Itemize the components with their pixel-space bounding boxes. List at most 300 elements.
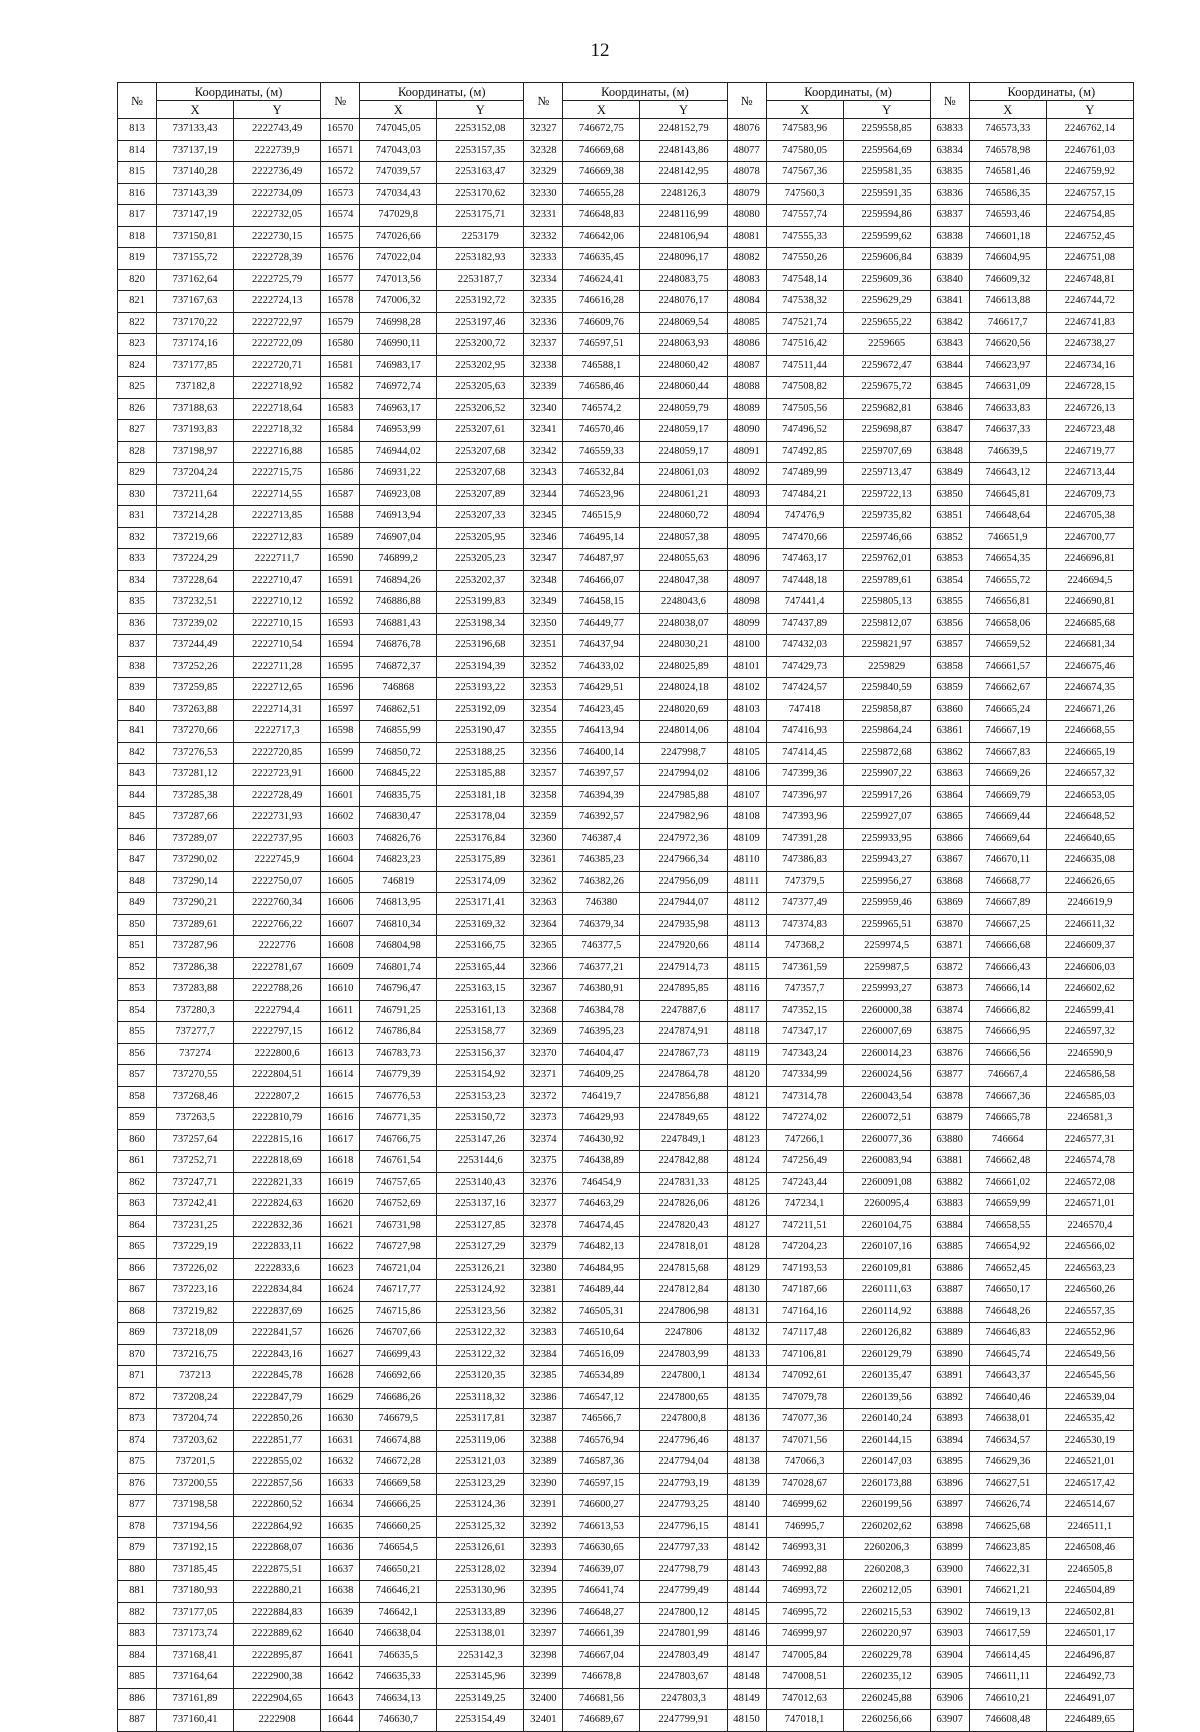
header-coords: Координаты, (м) bbox=[360, 83, 524, 101]
coord-y-cell: 2260212,05 bbox=[843, 1581, 930, 1603]
coord-x-cell: 746648,83 bbox=[563, 205, 640, 227]
coord-y-cell: 2222712,65 bbox=[234, 678, 321, 700]
point-number-cell: 63900 bbox=[930, 1559, 969, 1581]
coord-y-cell: 2222843,16 bbox=[234, 1344, 321, 1366]
coord-x-cell: 746629,36 bbox=[969, 1452, 1046, 1474]
coord-y-cell: 2259858,87 bbox=[843, 699, 930, 721]
coord-x-cell: 737162,64 bbox=[157, 269, 234, 291]
coord-x-cell: 746588,1 bbox=[563, 355, 640, 377]
coord-x-cell: 746648,26 bbox=[969, 1301, 1046, 1323]
point-number-cell: 887 bbox=[118, 1710, 157, 1732]
coord-x-cell: 737223,16 bbox=[157, 1280, 234, 1302]
point-number-cell: 16633 bbox=[321, 1473, 360, 1495]
table-row bbox=[118, 1043, 1134, 1065]
point-number-cell: 48097 bbox=[727, 570, 766, 592]
point-number-cell: 48099 bbox=[727, 613, 766, 635]
coord-y-cell: 2246502,81 bbox=[1046, 1602, 1133, 1624]
coord-y-cell: 2246700,77 bbox=[1046, 527, 1133, 549]
coord-x-cell: 746727,98 bbox=[360, 1237, 437, 1259]
point-number-cell: 885 bbox=[118, 1667, 157, 1689]
coord-y-cell: 2247867,73 bbox=[640, 1043, 727, 1065]
coord-x-cell: 746625,68 bbox=[969, 1516, 1046, 1538]
table-row bbox=[118, 140, 1134, 162]
coord-x-cell: 746662,67 bbox=[969, 678, 1046, 700]
coord-x-cell: 746995,72 bbox=[766, 1602, 843, 1624]
table-row bbox=[118, 1301, 1134, 1323]
point-number-cell: 822 bbox=[118, 312, 157, 334]
coord-y-cell: 2246668,55 bbox=[1046, 721, 1133, 743]
point-number-cell: 48098 bbox=[727, 592, 766, 614]
coord-x-cell: 747043,03 bbox=[360, 140, 437, 162]
coord-x-cell: 747505,56 bbox=[766, 398, 843, 420]
coord-x-cell: 746669,38 bbox=[563, 162, 640, 184]
coord-y-cell: 2246713,44 bbox=[1046, 463, 1133, 485]
point-number-cell: 16599 bbox=[321, 742, 360, 764]
point-number-cell: 63886 bbox=[930, 1258, 969, 1280]
coord-y-cell: 2222731,93 bbox=[234, 807, 321, 829]
point-number-cell: 48093 bbox=[727, 484, 766, 506]
table-row bbox=[118, 1602, 1134, 1624]
point-number-cell: 32351 bbox=[524, 635, 563, 657]
table-row bbox=[118, 1624, 1134, 1646]
coord-y-cell: 2247794,04 bbox=[640, 1452, 727, 1474]
coord-x-cell: 747418 bbox=[766, 699, 843, 721]
point-number-cell: 63895 bbox=[930, 1452, 969, 1474]
coord-y-cell: 2222734,09 bbox=[234, 183, 321, 205]
coord-y-cell: 2253207,89 bbox=[437, 484, 524, 506]
coord-x-cell: 746999,97 bbox=[766, 1624, 843, 1646]
point-number-cell: 32348 bbox=[524, 570, 563, 592]
point-number-cell: 63890 bbox=[930, 1344, 969, 1366]
table-row bbox=[118, 1645, 1134, 1667]
coord-y-cell: 2222815,16 bbox=[234, 1129, 321, 1151]
coord-y-cell: 2248014,06 bbox=[640, 721, 727, 743]
table-row bbox=[118, 1581, 1134, 1603]
point-number-cell: 63847 bbox=[930, 420, 969, 442]
point-number-cell: 16628 bbox=[321, 1366, 360, 1388]
point-number-cell: 48124 bbox=[727, 1151, 766, 1173]
coord-x-cell: 737290,02 bbox=[157, 850, 234, 872]
coord-y-cell: 2248061,03 bbox=[640, 463, 727, 485]
point-number-cell: 32346 bbox=[524, 527, 563, 549]
point-number-cell: 16614 bbox=[321, 1065, 360, 1087]
coord-x-cell: 746667,04 bbox=[563, 1645, 640, 1667]
coord-y-cell: 2259682,81 bbox=[843, 398, 930, 420]
header-coords: Координаты, (м) bbox=[766, 83, 930, 101]
coord-x-cell: 746574,2 bbox=[563, 398, 640, 420]
coord-y-cell: 2260140,24 bbox=[843, 1409, 930, 1431]
coord-x-cell: 746944,02 bbox=[360, 441, 437, 463]
point-number-cell: 16626 bbox=[321, 1323, 360, 1345]
coord-x-cell: 746487,97 bbox=[563, 549, 640, 571]
coord-x-cell: 746665,78 bbox=[969, 1108, 1046, 1130]
coord-x-cell: 746547,12 bbox=[563, 1387, 640, 1409]
table-row bbox=[118, 1516, 1134, 1538]
coord-x-cell: 737170,22 bbox=[157, 312, 234, 334]
coord-y-cell: 2246496,87 bbox=[1046, 1645, 1133, 1667]
coord-y-cell: 2246696,81 bbox=[1046, 549, 1133, 571]
coord-x-cell: 746654,35 bbox=[969, 549, 1046, 571]
coord-y-cell: 2247842,88 bbox=[640, 1151, 727, 1173]
coord-y-cell: 2253130,96 bbox=[437, 1581, 524, 1603]
coord-x-cell: 737192,15 bbox=[157, 1538, 234, 1560]
table-header bbox=[118, 83, 1134, 119]
coord-x-cell: 746633,83 bbox=[969, 398, 1046, 420]
point-number-cell: 870 bbox=[118, 1344, 157, 1366]
coord-x-cell: 747437,89 bbox=[766, 613, 843, 635]
point-number-cell: 32335 bbox=[524, 291, 563, 313]
point-number-cell: 32368 bbox=[524, 1000, 563, 1022]
table-row bbox=[118, 1430, 1134, 1452]
coord-y-cell: 2253158,77 bbox=[437, 1022, 524, 1044]
point-number-cell: 63867 bbox=[930, 850, 969, 872]
coord-y-cell: 2253118,32 bbox=[437, 1387, 524, 1409]
coord-y-cell: 2253163,15 bbox=[437, 979, 524, 1001]
coord-x-cell: 746617,7 bbox=[969, 312, 1046, 334]
point-number-cell: 32344 bbox=[524, 484, 563, 506]
coord-y-cell: 2246597,32 bbox=[1046, 1022, 1133, 1044]
coord-x-cell: 746404,47 bbox=[563, 1043, 640, 1065]
point-number-cell: 48094 bbox=[727, 506, 766, 528]
coord-y-cell: 2259599,62 bbox=[843, 226, 930, 248]
coord-x-cell: 737218,09 bbox=[157, 1323, 234, 1345]
coord-x-cell: 746669,79 bbox=[969, 785, 1046, 807]
coord-x-cell: 746667,25 bbox=[969, 914, 1046, 936]
coord-x-cell: 746899,2 bbox=[360, 549, 437, 571]
coord-y-cell: 2259987,5 bbox=[843, 957, 930, 979]
coord-x-cell: 746667,83 bbox=[969, 742, 1046, 764]
coord-y-cell: 2253192,09 bbox=[437, 699, 524, 721]
point-number-cell: 63878 bbox=[930, 1086, 969, 1108]
coord-x-cell: 747484,21 bbox=[766, 484, 843, 506]
coord-x-cell: 746721,04 bbox=[360, 1258, 437, 1280]
point-number-cell: 860 bbox=[118, 1129, 157, 1151]
coord-x-cell: 737198,58 bbox=[157, 1495, 234, 1517]
point-number-cell: 48107 bbox=[727, 785, 766, 807]
coord-x-cell: 747414,45 bbox=[766, 742, 843, 764]
coord-x-cell: 746886,88 bbox=[360, 592, 437, 614]
table-row bbox=[118, 1237, 1134, 1259]
point-number-cell: 842 bbox=[118, 742, 157, 764]
point-number-cell: 32356 bbox=[524, 742, 563, 764]
coord-x-cell: 747396,97 bbox=[766, 785, 843, 807]
coord-y-cell: 2247806 bbox=[640, 1323, 727, 1345]
point-number-cell: 16609 bbox=[321, 957, 360, 979]
coord-y-cell: 2248024,18 bbox=[640, 678, 727, 700]
table-row bbox=[118, 1022, 1134, 1044]
coord-x-cell: 746382,26 bbox=[563, 871, 640, 893]
point-number-cell: 63841 bbox=[930, 291, 969, 313]
coord-x-cell: 746667,89 bbox=[969, 893, 1046, 915]
point-number-cell: 16623 bbox=[321, 1258, 360, 1280]
coord-x-cell: 746667,36 bbox=[969, 1086, 1046, 1108]
coord-x-cell: 737200,55 bbox=[157, 1473, 234, 1495]
coord-y-cell: 2222833,6 bbox=[234, 1258, 321, 1280]
coord-y-cell: 2253157,35 bbox=[437, 140, 524, 162]
coord-y-cell: 2246599,41 bbox=[1046, 1000, 1133, 1022]
coord-x-cell: 746913,94 bbox=[360, 506, 437, 528]
coord-x-cell: 746907,04 bbox=[360, 527, 437, 549]
point-number-cell: 63843 bbox=[930, 334, 969, 356]
point-number-cell: 48100 bbox=[727, 635, 766, 657]
coord-x-cell: 746655,28 bbox=[563, 183, 640, 205]
coord-x-cell: 746646,83 bbox=[969, 1323, 1046, 1345]
coord-y-cell: 2260229,78 bbox=[843, 1645, 930, 1667]
coord-y-cell: 2260043,54 bbox=[843, 1086, 930, 1108]
coord-x-cell: 746804,98 bbox=[360, 936, 437, 958]
coord-y-cell: 2253144,6 bbox=[437, 1151, 524, 1173]
coord-x-cell: 746850,72 bbox=[360, 742, 437, 764]
point-number-cell: 32360 bbox=[524, 828, 563, 850]
coord-y-cell: 2260126,82 bbox=[843, 1323, 930, 1345]
coord-y-cell: 2259864,24 bbox=[843, 721, 930, 743]
coord-y-cell: 2222713,85 bbox=[234, 506, 321, 528]
coord-y-cell: 2246517,42 bbox=[1046, 1473, 1133, 1495]
coord-y-cell: 2222875,51 bbox=[234, 1559, 321, 1581]
coord-y-cell: 2222837,69 bbox=[234, 1301, 321, 1323]
coord-x-cell: 746658,06 bbox=[969, 613, 1046, 635]
coord-y-cell: 2246681,34 bbox=[1046, 635, 1133, 657]
table-row bbox=[118, 1323, 1134, 1345]
coord-x-cell: 746648,27 bbox=[563, 1602, 640, 1624]
coord-y-cell: 2246539,04 bbox=[1046, 1387, 1133, 1409]
coord-y-cell: 2246514,67 bbox=[1046, 1495, 1133, 1517]
coord-y-cell: 2222722,97 bbox=[234, 312, 321, 334]
coord-x-cell: 746523,96 bbox=[563, 484, 640, 506]
point-number-cell: 63897 bbox=[930, 1495, 969, 1517]
point-number-cell: 32338 bbox=[524, 355, 563, 377]
point-number-cell: 32401 bbox=[524, 1710, 563, 1732]
point-number-cell: 48091 bbox=[727, 441, 766, 463]
coord-y-cell: 2247799,49 bbox=[640, 1581, 727, 1603]
point-number-cell: 16603 bbox=[321, 828, 360, 850]
coord-x-cell: 746484,95 bbox=[563, 1258, 640, 1280]
point-number-cell: 16578 bbox=[321, 291, 360, 313]
point-number-cell: 32378 bbox=[524, 1215, 563, 1237]
coord-x-cell: 737204,74 bbox=[157, 1409, 234, 1431]
coord-y-cell: 2247799,91 bbox=[640, 1710, 727, 1732]
coord-y-cell: 2247800,1 bbox=[640, 1366, 727, 1388]
coord-x-cell: 746643,37 bbox=[969, 1366, 1046, 1388]
coord-x-cell: 746650,17 bbox=[969, 1280, 1046, 1302]
coord-x-cell: 746516,09 bbox=[563, 1344, 640, 1366]
point-number-cell: 32366 bbox=[524, 957, 563, 979]
coord-x-cell: 737228,64 bbox=[157, 570, 234, 592]
coord-y-cell: 2246492,73 bbox=[1046, 1667, 1133, 1689]
coord-y-cell: 2246734,16 bbox=[1046, 355, 1133, 377]
coord-x-cell: 746613,53 bbox=[563, 1516, 640, 1538]
coord-x-cell: 747164,16 bbox=[766, 1301, 843, 1323]
point-number-cell: 63862 bbox=[930, 742, 969, 764]
point-number-cell: 48127 bbox=[727, 1215, 766, 1237]
coord-x-cell: 746482,13 bbox=[563, 1237, 640, 1259]
point-number-cell: 16637 bbox=[321, 1559, 360, 1581]
coord-x-cell: 747006,32 bbox=[360, 291, 437, 313]
point-number-cell: 48081 bbox=[727, 226, 766, 248]
coord-x-cell: 746377,21 bbox=[563, 957, 640, 979]
point-number-cell: 48109 bbox=[727, 828, 766, 850]
point-number-cell: 841 bbox=[118, 721, 157, 743]
coord-y-cell: 2259993,27 bbox=[843, 979, 930, 1001]
coord-x-cell: 747013,56 bbox=[360, 269, 437, 291]
coord-y-cell: 2247818,01 bbox=[640, 1237, 727, 1259]
coord-x-cell: 737289,61 bbox=[157, 914, 234, 936]
point-number-cell: 63863 bbox=[930, 764, 969, 786]
coord-x-cell: 747045,05 bbox=[360, 119, 437, 141]
table-row bbox=[118, 441, 1134, 463]
table-row bbox=[118, 957, 1134, 979]
coord-y-cell: 2253154,92 bbox=[437, 1065, 524, 1087]
coord-x-cell: 746791,25 bbox=[360, 1000, 437, 1022]
coord-x-cell: 747243,44 bbox=[766, 1172, 843, 1194]
coord-y-cell: 2222718,92 bbox=[234, 377, 321, 399]
point-number-cell: 48149 bbox=[727, 1688, 766, 1710]
coord-y-cell: 2246563,23 bbox=[1046, 1258, 1133, 1280]
coord-y-cell: 2248060,72 bbox=[640, 506, 727, 528]
point-number-cell: 63858 bbox=[930, 656, 969, 678]
coord-y-cell: 2260104,75 bbox=[843, 1215, 930, 1237]
coord-y-cell: 2253176,84 bbox=[437, 828, 524, 850]
point-number-cell: 817 bbox=[118, 205, 157, 227]
point-number-cell: 48089 bbox=[727, 398, 766, 420]
point-number-cell: 845 bbox=[118, 807, 157, 829]
coord-x-cell: 737283,88 bbox=[157, 979, 234, 1001]
point-number-cell: 16589 bbox=[321, 527, 360, 549]
point-number-cell: 48132 bbox=[727, 1323, 766, 1345]
coord-x-cell: 746621,21 bbox=[969, 1581, 1046, 1603]
coord-x-cell: 746635,5 bbox=[360, 1645, 437, 1667]
coord-y-cell: 2222794,4 bbox=[234, 1000, 321, 1022]
point-number-cell: 856 bbox=[118, 1043, 157, 1065]
table-row bbox=[118, 871, 1134, 893]
coord-x-cell: 746983,17 bbox=[360, 355, 437, 377]
coord-y-cell: 2247793,19 bbox=[640, 1473, 727, 1495]
coord-y-cell: 2248152,79 bbox=[640, 119, 727, 141]
coord-y-cell: 2246574,78 bbox=[1046, 1151, 1133, 1173]
coord-y-cell: 2260202,62 bbox=[843, 1516, 930, 1538]
point-number-cell: 857 bbox=[118, 1065, 157, 1087]
point-number-cell: 16570 bbox=[321, 119, 360, 141]
coord-y-cell: 2222723,91 bbox=[234, 764, 321, 786]
table-row bbox=[118, 226, 1134, 248]
coord-y-cell: 2248043,6 bbox=[640, 592, 727, 614]
coord-y-cell: 2247956,09 bbox=[640, 871, 727, 893]
coord-x-cell: 737198,97 bbox=[157, 441, 234, 463]
coord-y-cell: 2248055,63 bbox=[640, 549, 727, 571]
coord-x-cell: 746667,4 bbox=[969, 1065, 1046, 1087]
coord-y-cell: 2259558,85 bbox=[843, 119, 930, 141]
coord-x-cell: 746819 bbox=[360, 871, 437, 893]
coord-y-cell: 2247801,99 bbox=[640, 1624, 727, 1646]
coord-y-cell: 2253121,03 bbox=[437, 1452, 524, 1474]
coord-y-cell: 2248030,21 bbox=[640, 635, 727, 657]
coord-y-cell: 2259933,95 bbox=[843, 828, 930, 850]
point-number-cell: 48131 bbox=[727, 1301, 766, 1323]
point-number-cell: 16625 bbox=[321, 1301, 360, 1323]
point-number-cell: 32352 bbox=[524, 656, 563, 678]
table-row bbox=[118, 1409, 1134, 1431]
coord-y-cell: 2253128,02 bbox=[437, 1559, 524, 1581]
point-number-cell: 16607 bbox=[321, 914, 360, 936]
coord-x-cell: 737182,8 bbox=[157, 377, 234, 399]
point-number-cell: 16579 bbox=[321, 312, 360, 334]
coord-x-cell: 747508,82 bbox=[766, 377, 843, 399]
coord-x-cell: 746993,31 bbox=[766, 1538, 843, 1560]
point-number-cell: 846 bbox=[118, 828, 157, 850]
coord-y-cell: 2253147,26 bbox=[437, 1129, 524, 1151]
coord-x-cell: 746995,7 bbox=[766, 1516, 843, 1538]
coord-x-cell: 746752,69 bbox=[360, 1194, 437, 1216]
coord-y-cell: 2246521,01 bbox=[1046, 1452, 1133, 1474]
coord-x-cell: 747374,83 bbox=[766, 914, 843, 936]
coord-x-cell: 747386,83 bbox=[766, 850, 843, 872]
point-number-cell: 63845 bbox=[930, 377, 969, 399]
point-number-cell: 884 bbox=[118, 1645, 157, 1667]
coord-y-cell: 2259746,66 bbox=[843, 527, 930, 549]
table-row bbox=[118, 1538, 1134, 1560]
coord-x-cell: 746413,94 bbox=[563, 721, 640, 743]
coord-x-cell: 746666,68 bbox=[969, 936, 1046, 958]
coord-y-cell: 2222884,83 bbox=[234, 1602, 321, 1624]
coord-y-cell: 2248060,44 bbox=[640, 377, 727, 399]
point-number-cell: 16594 bbox=[321, 635, 360, 657]
coord-x-cell: 746894,26 bbox=[360, 570, 437, 592]
point-number-cell: 32397 bbox=[524, 1624, 563, 1646]
point-number-cell: 48077 bbox=[727, 140, 766, 162]
coord-x-cell: 746619,13 bbox=[969, 1602, 1046, 1624]
coord-x-cell: 746593,46 bbox=[969, 205, 1046, 227]
coord-y-cell: 2247803,99 bbox=[640, 1344, 727, 1366]
coord-x-cell: 746868 bbox=[360, 678, 437, 700]
point-number-cell: 16597 bbox=[321, 699, 360, 721]
point-number-cell: 876 bbox=[118, 1473, 157, 1495]
coord-x-cell: 737161,89 bbox=[157, 1688, 234, 1710]
point-number-cell: 63848 bbox=[930, 441, 969, 463]
coord-x-cell: 746963,17 bbox=[360, 398, 437, 420]
table-row bbox=[118, 248, 1134, 270]
coord-x-cell: 737224,29 bbox=[157, 549, 234, 571]
coord-y-cell: 2247985,88 bbox=[640, 785, 727, 807]
coord-y-cell: 2253125,32 bbox=[437, 1516, 524, 1538]
coord-y-cell: 2222739,9 bbox=[234, 140, 321, 162]
point-number-cell: 32374 bbox=[524, 1129, 563, 1151]
coord-y-cell: 2253126,61 bbox=[437, 1538, 524, 1560]
point-number-cell: 32382 bbox=[524, 1301, 563, 1323]
coord-x-cell: 747377,49 bbox=[766, 893, 843, 915]
point-number-cell: 48130 bbox=[727, 1280, 766, 1302]
coord-x-cell: 747511,44 bbox=[766, 355, 843, 377]
coord-x-cell: 747492,85 bbox=[766, 441, 843, 463]
point-number-cell: 32380 bbox=[524, 1258, 563, 1280]
coord-y-cell: 2253171,41 bbox=[437, 893, 524, 915]
coord-x-cell: 746392,57 bbox=[563, 807, 640, 829]
coord-x-cell: 737290,14 bbox=[157, 871, 234, 893]
coord-x-cell: 746635,45 bbox=[563, 248, 640, 270]
coord-x-cell: 737285,38 bbox=[157, 785, 234, 807]
point-number-cell: 63907 bbox=[930, 1710, 969, 1732]
coord-x-cell: 746993,72 bbox=[766, 1581, 843, 1603]
coord-y-cell: 2260139,56 bbox=[843, 1387, 930, 1409]
coord-x-cell: 746510,64 bbox=[563, 1323, 640, 1345]
point-number-cell: 32388 bbox=[524, 1430, 563, 1452]
coord-x-cell: 737147,19 bbox=[157, 205, 234, 227]
coord-y-cell: 2259735,82 bbox=[843, 506, 930, 528]
point-number-cell: 48148 bbox=[727, 1667, 766, 1689]
coord-y-cell: 2246505,8 bbox=[1046, 1559, 1133, 1581]
coord-x-cell: 746813,95 bbox=[360, 893, 437, 915]
point-number-cell: 48122 bbox=[727, 1108, 766, 1130]
coord-y-cell: 2222728,49 bbox=[234, 785, 321, 807]
